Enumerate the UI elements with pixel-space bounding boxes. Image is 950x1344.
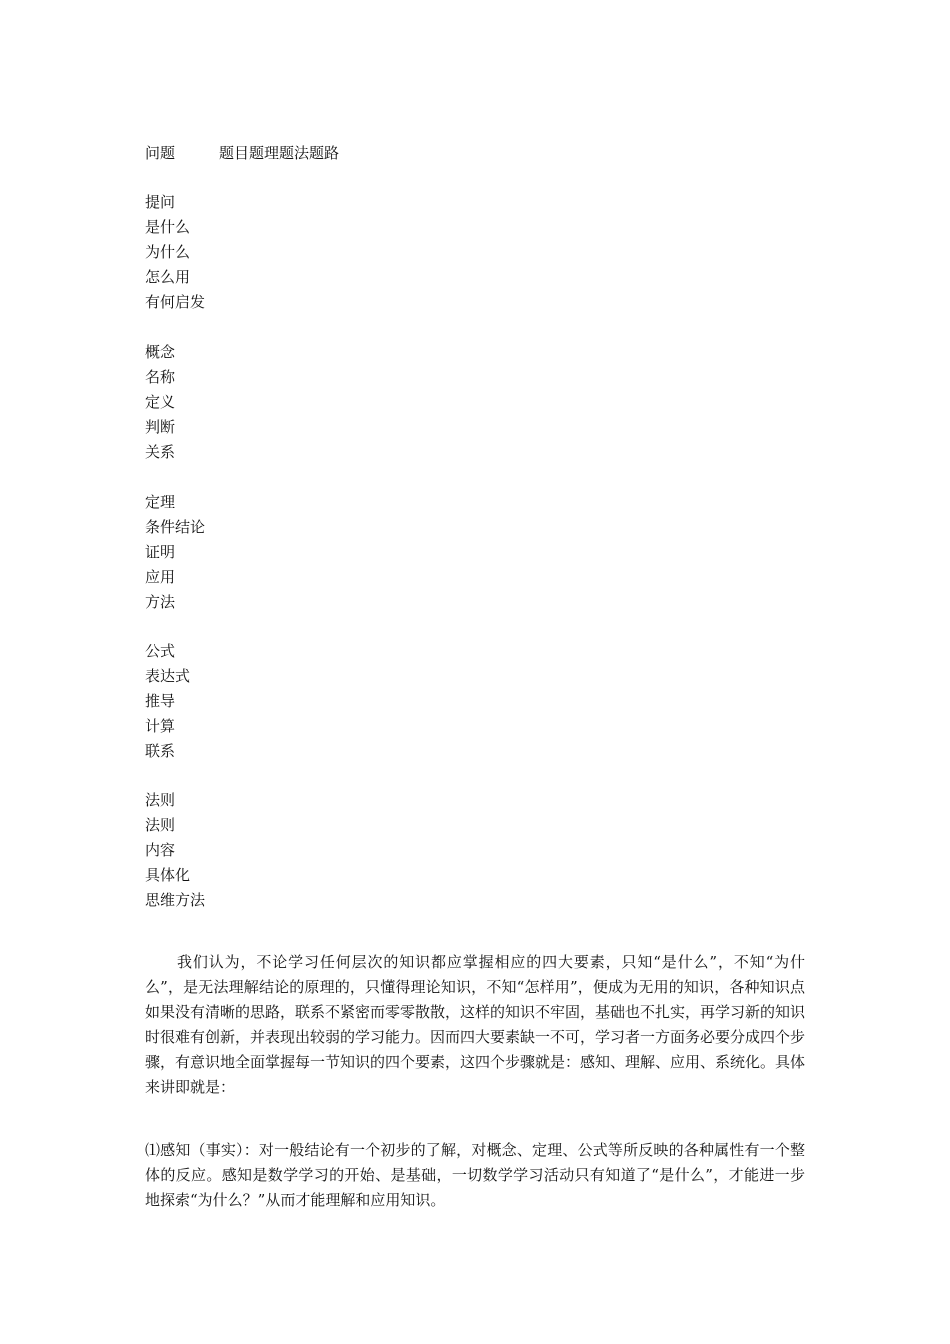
group-item: 思维方法 xyxy=(145,891,206,909)
group-title: 定理 xyxy=(145,493,176,511)
group-item: 证明 xyxy=(145,543,176,561)
group-faze xyxy=(145,788,205,913)
group-title: 概念 xyxy=(145,343,176,361)
group-item: 定义 xyxy=(145,393,176,411)
group-item: 推导 xyxy=(145,692,176,710)
group-item: 表达式 xyxy=(145,667,191,685)
group-gainian xyxy=(145,340,175,465)
group-item: 名称 xyxy=(145,368,176,386)
table-header-row xyxy=(145,143,339,163)
group-item: 方法 xyxy=(145,593,176,611)
group-item: 法则 xyxy=(145,816,176,834)
group-item: 是什么 xyxy=(145,218,191,236)
group-item: 判断 xyxy=(145,418,176,436)
group-title: 法则 xyxy=(145,791,176,809)
group-item: 关系 xyxy=(145,443,176,461)
group-item: 有何启发 xyxy=(145,293,206,311)
group-gongshi xyxy=(145,639,190,764)
group-title: 提问 xyxy=(145,193,176,211)
step1-paragraph: ⑴感知（事实）：对一般结论有一个初步的了解，对概念、定理、公式等所反映的各种属性有一个整体的反应。感知是数学学习的开始、是基础，一切数学学习活动只有知道了“是什么”，才能进一步地探索“为什么？”从而才能理解和应用知识。 xyxy=(145,1141,805,1209)
group-item: 计算 xyxy=(145,717,176,735)
group-item: 为什么 xyxy=(145,243,191,261)
group-dingli xyxy=(145,490,205,615)
group-tiwen xyxy=(145,190,205,315)
header-question: 问题 xyxy=(145,144,176,162)
group-item: 具体化 xyxy=(145,866,191,884)
group-item: 怎么用 xyxy=(145,268,191,286)
header-topics: 题目题理题法题路 xyxy=(219,144,340,162)
group-title: 公式 xyxy=(145,642,176,660)
group-item: 内容 xyxy=(145,841,176,859)
intro-paragraph: 我们认为，不论学习任何层次的知识都应掌握相应的四大要素，只知“是什么”，不知“为什么”，是无法理解结论的原理的，只懂得理论知识，不知“怎样用”，便成为无用的知识，各种知识点如果没有清晰的思路，联系不紧密而零零散散，这样的知识不牢固，基础也不扎实，再学习新的知识时很难有创新，并表现出较弱的学习能力。因而四大要素缺一不可，学习者一方面务必要分成四个步骤，有意识地全面掌握每一节知识的四个要素，这四个步骤就是：感知、理解、应用、系统化。具体来讲即就是： xyxy=(145,953,806,1096)
group-item: 应用 xyxy=(145,568,176,586)
group-item: 条件结论 xyxy=(145,518,206,536)
group-item: 联系 xyxy=(145,742,176,760)
